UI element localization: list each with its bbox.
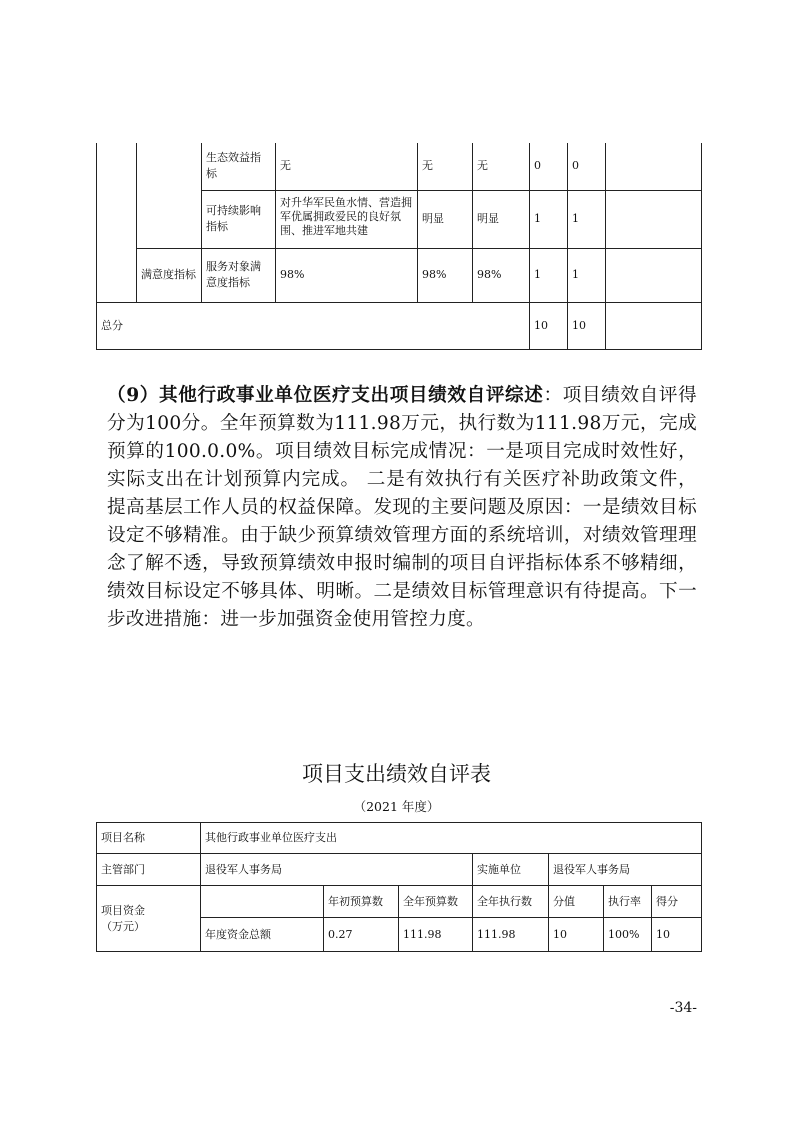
blank-cell	[137, 143, 202, 248]
column-header: 执行率	[604, 886, 652, 918]
indicator-label: 生态效益指标	[202, 143, 276, 190]
summary-body: 项目绩效自评得分为100分。全年预算数为111.98万元，执行数为111.98万元，完成预算的100.0.0%。项目绩效目标完成情况：一是项目完成时效性好，实际支出在计划预算内完成。 二是有效执行有关医疗补助政策文件，提高基层工作人员的权益保障。发现的主要问题及原因：一是绩效目标设定不够精准。由于缺少预算绩效管理方面的系统培训，对绩效管理理念了解不透，导致预算绩效申报时编制的项目自评指标体系不够精细，绩效目标设定不够具体、明晰。二是绩效目标管理意识有待提高。下一步改进措施：进一步加强资金使用管控力度。	[107, 385, 697, 630]
fund-row-label: 年度资金总额	[201, 918, 324, 952]
indicator-content: 无	[276, 143, 418, 190]
table-title: 项目支出绩效自评表	[302, 762, 491, 786]
score-value: 1	[568, 248, 606, 302]
table-year: （2021 年度）	[353, 799, 440, 814]
blank-cell	[606, 302, 702, 349]
total-row	[97, 302, 702, 349]
column-header: 分值	[549, 886, 604, 918]
total-weight: 10	[530, 302, 568, 349]
target-value: 98%	[418, 248, 473, 302]
weight-value: 1	[530, 248, 568, 302]
indicator-label: 服务对象满意度指标	[202, 248, 276, 302]
dept-value: 退役军人事务局	[201, 854, 473, 886]
table-row	[97, 854, 702, 886]
fund-value: 100%	[604, 918, 652, 952]
top-indicator-table	[96, 143, 702, 350]
indicator-content-text: 对升华军民鱼水情、营造拥军优属拥政爱民的良好氛围、推进军地共建	[280, 196, 412, 237]
blank-cell	[606, 248, 702, 302]
summary-paragraph	[107, 382, 697, 634]
column-header: 全年执行数	[473, 886, 549, 918]
weight-value: 1	[530, 190, 568, 248]
indicator-content	[276, 190, 418, 248]
blank-cell	[606, 143, 702, 190]
blank-cell	[97, 143, 137, 248]
dept-label: 主管部门	[97, 854, 201, 886]
actual-value: 98%	[473, 248, 530, 302]
table-row	[97, 248, 702, 302]
score-value: 1	[568, 190, 606, 248]
actual-value: 无	[473, 143, 530, 190]
blank-cell	[97, 248, 137, 302]
fund-value: 10	[652, 918, 702, 952]
category-label: 满意度指标	[137, 248, 202, 302]
fund-value: 111.98	[473, 918, 549, 952]
fund-value: 111.98	[399, 918, 473, 952]
fund-label-line1: 项目资金	[101, 903, 145, 917]
score-value: 0	[568, 143, 606, 190]
fund-value: 0.27	[324, 918, 399, 952]
weight-value: 0	[530, 143, 568, 190]
table-row	[97, 823, 702, 854]
project-name-label: 项目名称	[97, 823, 201, 854]
table-row	[97, 143, 702, 190]
column-header: 得分	[652, 886, 702, 918]
total-score: 10	[568, 302, 606, 349]
column-header: 全年预算数	[399, 886, 473, 918]
total-label: 总分	[97, 302, 530, 349]
blank-cell	[606, 190, 702, 248]
heading-colon: ：	[543, 385, 563, 406]
fund-value: 10	[549, 918, 604, 952]
project-name-value: 其他行政事业单位医疗支出	[201, 823, 702, 854]
page-number: -34-	[669, 1000, 697, 1016]
fund-label	[97, 886, 201, 952]
blank-cell	[201, 886, 324, 918]
target-value: 无	[418, 143, 473, 190]
column-header: 年初预算数	[324, 886, 399, 918]
impl-label: 实施单位	[473, 854, 549, 886]
actual-value: 明显	[473, 190, 530, 248]
impl-value: 退役军人事务局	[549, 854, 702, 886]
target-value: 明显	[418, 190, 473, 248]
fund-label-line2: （万元）	[101, 919, 145, 933]
indicator-label: 可持续影响指标	[202, 190, 276, 248]
indicator-content: 98%	[276, 248, 418, 302]
self-evaluation-table	[96, 822, 702, 952]
summary-heading: （9）其他行政事业单位医疗支出项目绩效自评综述	[107, 385, 544, 406]
table-row	[97, 886, 702, 918]
